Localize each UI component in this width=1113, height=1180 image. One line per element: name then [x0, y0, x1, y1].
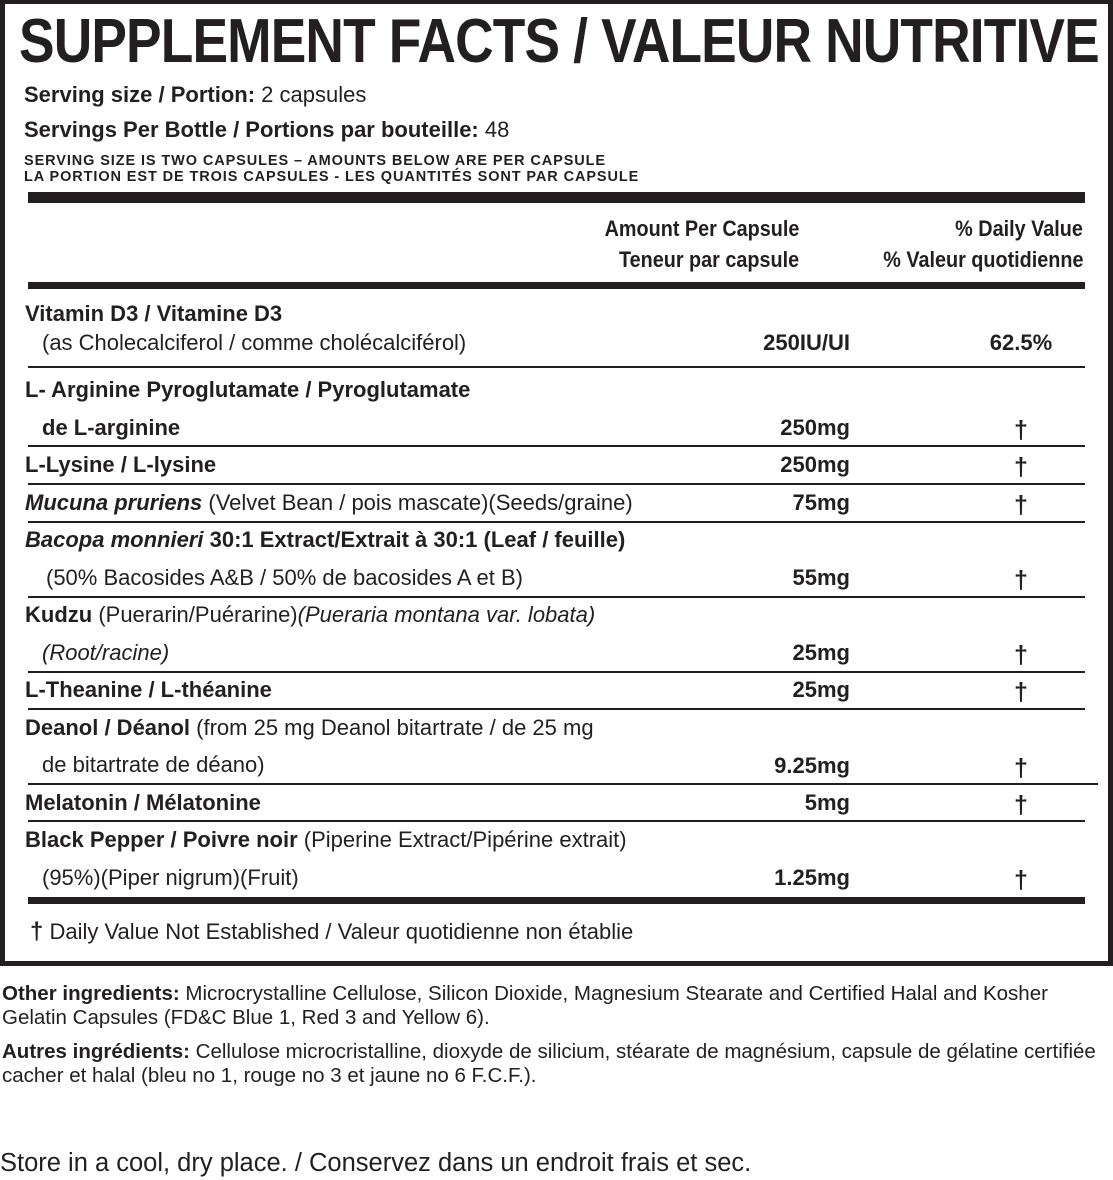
ingredient-amount: 25mg: [792, 677, 850, 702]
ingredient-amount: 25mg: [792, 640, 850, 665]
row-divider: [28, 445, 1085, 447]
ingredient-amount: 250mg: [780, 415, 850, 440]
row-divider: [28, 521, 1085, 523]
thick-rule-top: [28, 192, 1085, 203]
dagger-icon: †: [1014, 678, 1028, 706]
row-divider: [28, 366, 1085, 368]
footnote: [30, 918, 633, 946]
servings-per-value: 48: [484, 117, 510, 142]
serving-note-fr: LA PORTION EST DE TROIS CAPSULES - LES QUANTITÉS SONT PAR CAPSULE: [24, 169, 640, 185]
row-divider: [28, 783, 1098, 785]
ingredient-dv: 62.5%: [989, 330, 1053, 355]
ingredient-name-italic: Mucuna pruriens: [25, 490, 203, 515]
ingredient-name: L-Lysine / L-lysine: [25, 452, 217, 477]
panel-title: SUPPLEMENT FACTS / VALEUR NUTRITIVE: [19, 7, 1099, 76]
ingredient-name-rest: (Piperine Extract/Pipérine extrait): [297, 827, 627, 852]
ingredient-name-bold: Black Pepper / Poivre noir: [25, 827, 298, 852]
ingredient-sub: de L-arginine: [42, 415, 181, 440]
ingredient-amount: 55mg: [792, 565, 850, 590]
ingredient-name: L- Arginine Pyroglutamate / Pyroglutamate: [25, 377, 471, 402]
dv-header-en: % Daily Value: [955, 216, 1083, 241]
servings-per-bottle: [24, 117, 509, 143]
servings-per-label: Servings Per Bottle / Portions par bouteille:: [24, 117, 479, 142]
ingredient-name-italic: Bacopa monnieri: [25, 527, 204, 552]
dagger-icon: †: [1014, 491, 1028, 519]
ingredient-sub: (Root/racine): [42, 640, 170, 665]
ingredient-name-rest: (from 25 mg Deanol bitartrate / de 25 mg: [190, 715, 594, 740]
row-divider: [28, 671, 1085, 673]
storage-instructions: Store in a cool, dry place. / Conservez dans un endroit frais et sec.: [0, 1149, 752, 1177]
ingredient-name-rest: 30:1 Extract/Extrait à 30:1 (Leaf / feuille): [203, 527, 626, 552]
dagger-icon: †: [1014, 866, 1028, 894]
ingredient-amount: 9.25mg: [774, 753, 850, 778]
thick-rule-bottom: [28, 897, 1085, 904]
ingredient-amount: 250IU/UI: [763, 330, 850, 355]
ingredient-name: Melatonin / Mélatonine: [25, 790, 261, 815]
row-divider: [28, 596, 1085, 598]
ingredient-amount: 250mg: [780, 452, 850, 477]
ingredient-name-italic: (Pueraria montana var. lobata): [297, 602, 596, 627]
other-ingredients-fr: [2, 1040, 1107, 1088]
ingredient-name: [25, 489, 633, 517]
ingredient-name-rest: (Velvet Bean / pois mascate)(Seeds/graine): [202, 490, 633, 515]
footnote-text: Daily Value Not Established / Valeur quotidienne non établie: [43, 919, 634, 944]
ingredient-name-bold: Kudzu: [25, 602, 93, 627]
ingredient-name: [25, 601, 595, 629]
ingredient-amount: 5mg: [804, 790, 850, 815]
other-ingredients-en: [2, 982, 1107, 1030]
serving-size-value: 2 capsules: [261, 82, 367, 107]
ingredient-name: [25, 714, 594, 742]
serving-size: [24, 82, 366, 108]
ingredient-amount: 75mg: [792, 490, 850, 515]
dagger-icon: †: [1014, 754, 1028, 782]
ingredient-sub: (95%)(Piper nigrum)(Fruit): [42, 865, 299, 890]
dv-header-fr: % Valeur quotidienne: [882, 247, 1083, 272]
thick-rule-header: [28, 282, 1085, 289]
dagger-icon: †: [1014, 641, 1028, 669]
dagger-icon: †: [1014, 453, 1028, 481]
dagger-icon: †: [1014, 791, 1028, 819]
dagger-icon: †: [1014, 566, 1028, 594]
serving-size-label: Serving size / Portion:: [24, 82, 256, 107]
ingredient-sub: (as Cholecalciferol / comme cholécalciférol): [42, 330, 467, 355]
ingredient-name: [25, 526, 625, 554]
ingredient-name: Vitamin D3 / Vitamine D3: [25, 301, 283, 326]
amount-header-en: Amount Per Capsule: [604, 216, 799, 241]
dagger-icon: †: [1014, 416, 1028, 444]
ingredient-name-rest: (Puerarin/Puérarine): [92, 602, 298, 627]
ingredient-name: L-Theanine / L-théanine: [25, 677, 272, 702]
autres-ingredients-text: Cellulose microcristalline, dioxyde de silicium, stéarate de magnésium, capsule de gélatine certifiée cacher et halal (bleu no 1, rouge no 3 et jaune no 6 F.C.F.).: [2, 1040, 1096, 1087]
ingredient-name-bold: Deanol / Déanol: [25, 715, 191, 740]
serving-note-en: SERVING SIZE IS TWO CAPSULES – AMOUNTS BELOW ARE PER CAPSULE: [24, 153, 606, 169]
other-ingredients-label: Other ingredients:: [2, 982, 180, 1005]
amount-header-fr: Teneur par capsule: [618, 247, 799, 272]
row-divider: [28, 820, 1085, 822]
ingredient-name: [25, 826, 627, 854]
dagger-icon: †: [30, 918, 44, 945]
row-divider: [28, 708, 1085, 710]
other-ingredients-text: Microcrystalline Cellulose, Silicon Dioxide, Magnesium Stearate and Certified Halal and Kosher Gelatin Capsules (FD&C Blue 1, Red 3 and Yellow 6).: [2, 982, 1048, 1029]
autres-ingredients-label: Autres ingrédients:: [2, 1040, 190, 1063]
row-divider: [28, 483, 1085, 485]
ingredient-amount: 1.25mg: [774, 865, 850, 890]
ingredient-sub: de bitartrate de déano): [42, 752, 265, 777]
ingredient-sub: (50% Bacosides A&B / 50% de bacosides A et B): [46, 565, 523, 590]
